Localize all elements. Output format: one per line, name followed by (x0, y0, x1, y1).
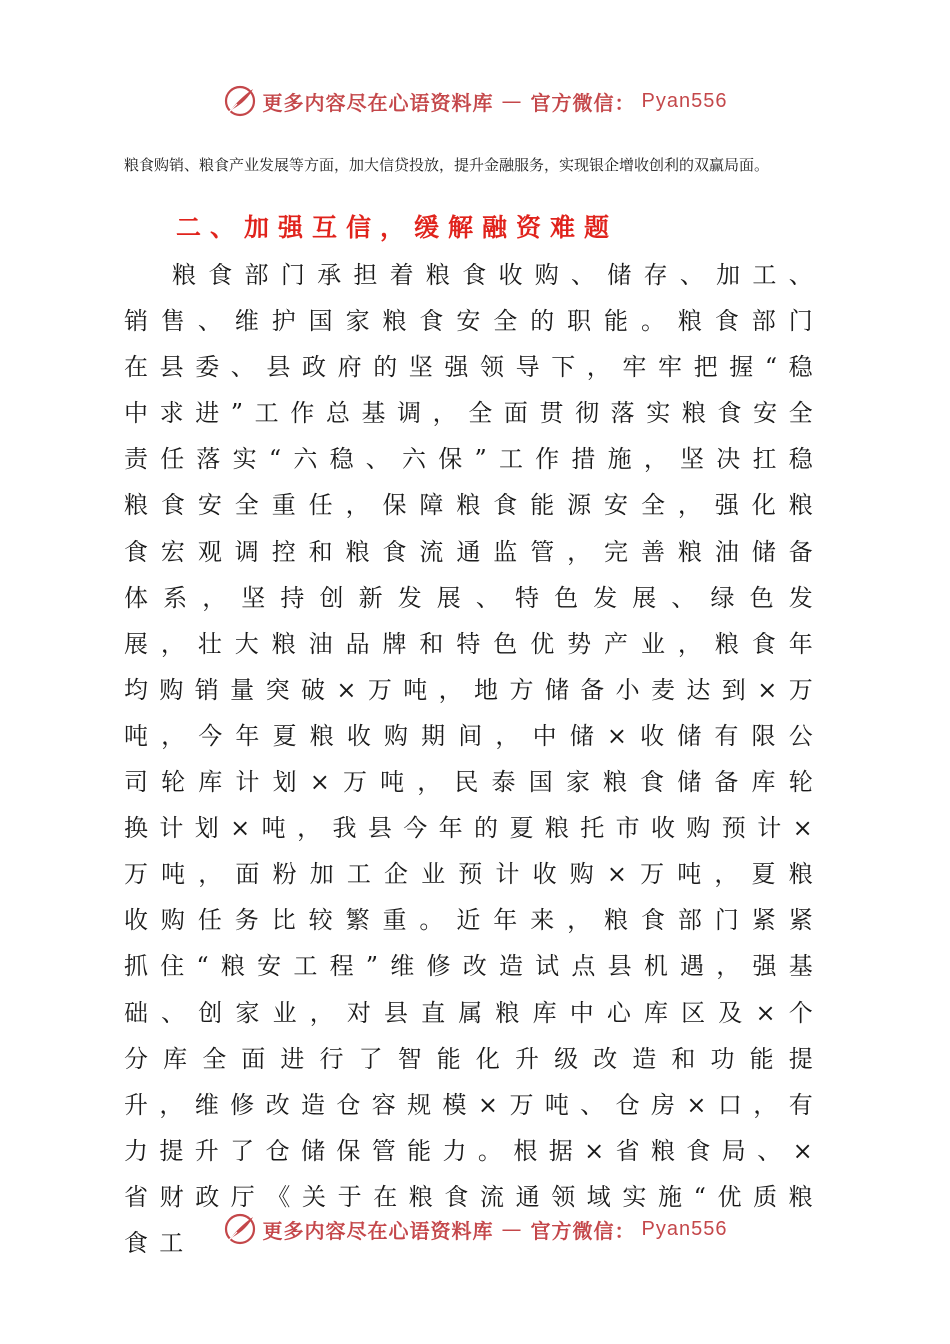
section-heading: 二、加强互信，缓解融资难题 (176, 213, 619, 242)
watermark-header (0, 84, 950, 118)
watermark-wechat-label: 官方微信： (530, 90, 636, 115)
watermark-wechat-label: 官方微信： (530, 1218, 636, 1243)
body-paragraph: 粮食部门承担着粮食收购、储存、加工、销售、维护国家粮食安全的职能。粮食部门在县委、县政府的坚强领导下，牢牢把握“稳中求进”工作总基调，全面贯彻落实粮食安全责任落实“六稳、六保”工作措施，坚决扛稳粮食安全重任，保障粮食能源安全，强化粮食宏观调控和粮食流通监管，完善粮油储备体系，坚持创新发展、特色发展、绿色发展，壮大粮油品牌和特色优势产业，粮食年均购销量突破×万吨，地方储备小麦达到×万吨，今年夏粮收购期间，中储×收储有限公司轮库计划×万吨，民泰国家粮食储备库轮换计划×吨，我县今年的夏粮托市收购预计×万吨，面粉加工企业预计收购×万吨，夏粮收购任务比较繁重。近年来，粮食部门紧紧抓住“粮安工程”维修改造试点县机遇，强基础、创家业，对县直属粮库中心库区及×个分库全面进行了智能化升级改造和功能提升，维修改造仓容规模×万吨、仓房×口，有力提升了仓储保管能力。根据×省粮食局、×省财政厅《关于在粮食流通领域实施“优质粮食工 (124, 261, 824, 1257)
watermark-site-text: 更多内容尽在心语资料库 (262, 90, 494, 115)
watermark-footer (0, 1212, 950, 1246)
watermark-separator: — (501, 89, 523, 113)
quill-logo-icon (223, 84, 257, 118)
quill-logo-icon (223, 1212, 257, 1246)
watermark-site-text: 更多内容尽在心语资料库 (262, 1218, 494, 1243)
continuation-text: 粮食购销、粮食产业发展等方面，加大信贷投放，提升金融服务，实现银企增收创利的双赢局面。 (124, 156, 770, 174)
watermark-wechat-id: Pyan556 (641, 1217, 728, 1240)
watermark-wechat-id: Pyan556 (641, 89, 728, 112)
watermark-separator: — (501, 1217, 523, 1241)
